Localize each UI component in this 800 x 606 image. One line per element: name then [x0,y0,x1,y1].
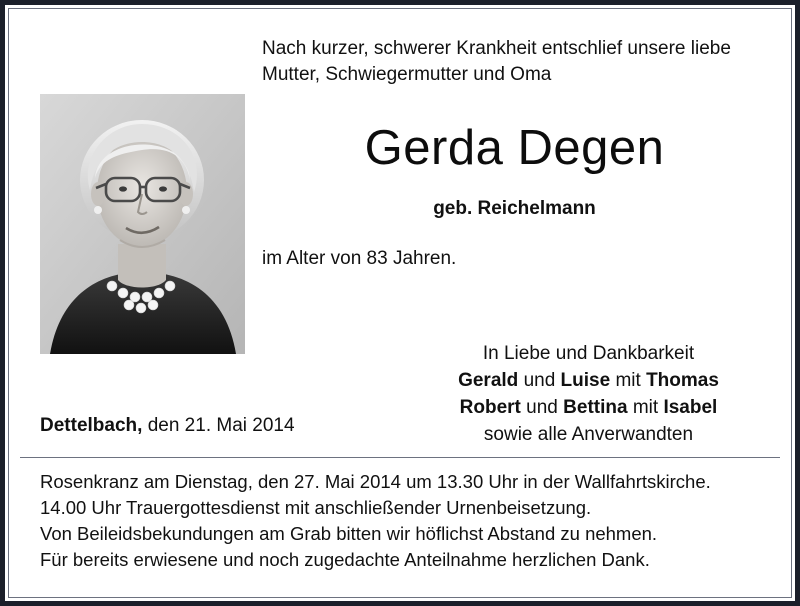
section-divider [20,457,780,458]
age-line: im Alter von 83 Jahren. [262,248,457,269]
family-line-2 [410,367,767,394]
family-name-thomas: Thomas [646,370,719,391]
family-line-4: sowie alle Anverwandten [483,424,694,445]
family-name-gerald: Gerald [458,370,519,391]
place-name: Dettelbach, [40,415,143,436]
place-date [40,415,295,437]
family-block [410,340,767,448]
family-line-3 [410,394,767,421]
family-line-1: In Liebe und Dankbarkeit [482,343,695,364]
notes-line-3: Von Beileidsbekundungen am Grab bitten wir höflichst Abstand zu nehmen. [40,523,658,544]
deceased-name: Gerda Degen [364,121,665,175]
date-text: den 21. Mai 2014 [147,415,295,436]
intro-text [262,36,767,88]
maiden-name: geb. Reichelmann [433,198,596,219]
family-conj-3: und [526,397,558,418]
family-name-robert: Robert [459,397,521,418]
family-conj-2: mit [615,370,641,391]
family-name-bettina: Bettina [563,397,628,418]
family-conj-1: und [523,370,556,391]
family-name-isabel: Isabel [663,397,718,418]
family-name-luise: Luise [560,370,611,391]
intro-line-2: Mutter, Schwiegermutter und Oma [262,64,552,85]
service-notes [40,469,765,573]
family-conj-4: mit [632,397,659,418]
intro-line-1: Nach kurzer, schwerer Krankheit entschlief unsere liebe [262,38,731,59]
notes-line-1: Rosenkranz am Dienstag, den 27. Mai 2014 um 13.30 Uhr in der Wallfahrtskirche. [40,471,711,492]
notes-line-4: Für bereits erwiesene und noch zugedachte Anteilnahme herzlichen Dank. [40,549,650,570]
portrait-photo [40,94,245,354]
notice-content [10,10,790,596]
notes-line-2: 14.00 Uhr Trauergottesdienst mit anschließender Urnenbeisetzung. [40,497,592,518]
portrait-photo-image [40,94,245,354]
